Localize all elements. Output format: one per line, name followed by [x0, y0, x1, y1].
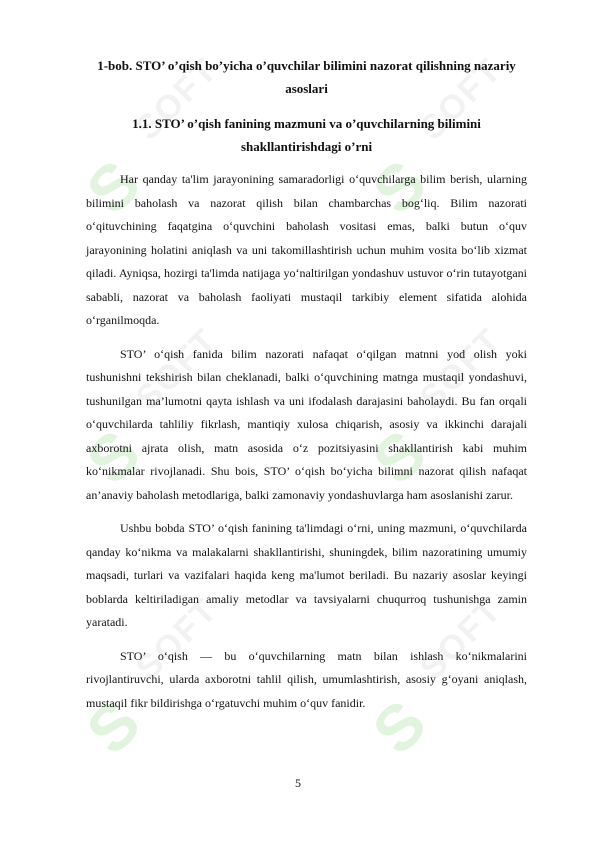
body-paragraph: STO’ o‘qish fanida bilim nazorati nafaqat o‘qilgan matnni yod olish yoki tushunishni tekshirish bilan cheklanadi, balki o‘quvchining matnga mustaqil yondashuvi, tushunilgan ma’lumotni qayta ishlash va uni ifodalash darajasini baholaydi. Bu fan orqali o‘quvchilarda tahliliy fikrlash, mantiqiy xulosa chiqarish, asosiy va ikkinchi darajali axborotni ajrata olish, matn asosida o‘z pozitsiyasini shakllantirish kabi muhim ko‘nikmalar rivojlanadi. Shu bois, STO’ o‘qish bo‘yicha bilimni nazorat qilish nafaqat an’anaviy baholash metodlariga, balki zamonaviy yondashuvlarga ham asoslanishi zarur. [86, 346, 527, 502]
watermark-text: SOFT [128, 50, 226, 148]
watermark-logo-icon: S [72, 416, 154, 498]
page-content [86, 54, 527, 715]
body-paragraph: Ushbu bobda STO’ o‘qish fanining ta'limdagi o‘rni, uning mazmuni, o‘quvchilarda qanday ko‘nikma va malakalarni shakllantirishi, shuningdek, bilim nazoratining umumiy maqsadi, turlari va vazifalari haqida keng ma'lumot beriladi. Bu nazariy asoslar keyingi boblarda keltiriladigan amaliy metodlar va tavsiyalarni chuqurroq tushunishga zamin yaratadi. [86, 521, 527, 629]
body-paragraph: Har qanday ta'lim jarayonining samaradorligi o‘quvchilarga bilim berish, ularning bilimini baholash va nazorat qilish bilan chambarchas bog‘liq. Bilim nazorati o‘qituvchining faqatgina o‘quvchini baholash vositasi emas, balki butun o‘quv jarayonining holatini aniqlash va uni takomillashtirish uchun muhim vosita bo‘lib xizmat qiladi. Ayniqsa, hozirgi ta'limda natijaga yo‘naltirilgan yondashuv ustuvor o‘rin tutayotgani sababli, nazorat va baholash faoliyati mustaqil tarkibiy element sifatida alohida o‘rganilmoqda. [86, 172, 527, 327]
page-number: 5 [295, 776, 301, 790]
watermark-text: SOFT [128, 590, 226, 688]
watermark-text: SOFT [412, 320, 510, 418]
watermark-logo-icon: S [72, 686, 154, 768]
watermark-logo-icon: S [358, 686, 440, 768]
watermark-logo-icon: S [72, 146, 154, 228]
chapter-heading: 1-bob. STO’ o’qish bo’yicha o’quvchilar bilimini nazorat qilishning nazariy asoslari [97, 58, 516, 96]
body-paragraph: STO’ o‘qish — bu o‘quvchilarning matn bilan ishlash ko‘nikmalarini rivojlantiruvchi, ularda axborotni tahlil qilish, umumlashtirish, asosiy g‘oyani aniqlash, mustaqil fikr bildirishga o‘rgatuvchi muhim o‘quv fanidir. [86, 648, 527, 710]
watermark-text: SOFT [412, 590, 510, 688]
watermark-text: SOFT [128, 320, 226, 418]
section-heading: 1.1. STO’ o’qish fanining mazmuni va o’quvchilarning bilimini shakllantirishdagi o’rni [132, 116, 481, 154]
watermark-logo-icon: S [358, 416, 440, 498]
watermark-text: SOFT [412, 50, 510, 148]
watermark-logo-icon: S [358, 146, 440, 228]
